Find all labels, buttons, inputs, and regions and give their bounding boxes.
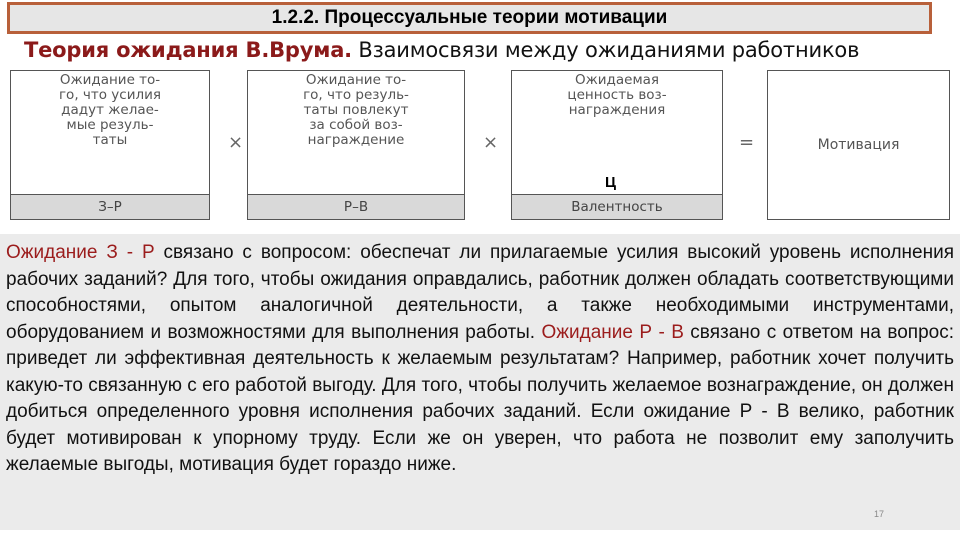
box-footer: З–Р [11, 194, 209, 219]
multiply-operator: × [228, 132, 244, 153]
diagram-marker: Ц [605, 174, 616, 191]
p2-text: связано с ответом на вопрос: приведет ли эффективная деятельность к желаемым результатам? Например, работник хочет получить какую-то связанную с его работой выгоду. Для того, чтобы получить желаемое вознаграждение, он должен добиться определенного уровня исполнения рабочих заданий. Если ожидание Р - В велико, работник будет мотивирован к упорному труду. Если же он уверен, что работа не позволит ему заполучить желаемые выгоды, мотивация будет гораздо ниже. [6, 321, 954, 475]
page-number: 17 [874, 509, 885, 519]
diagram-box-effort-result [10, 70, 210, 220]
slide-title-bar [7, 2, 932, 34]
subtitle-highlight: Теория ожидания В.Врума. [24, 38, 352, 62]
body-text [6, 240, 954, 479]
slide-subtitle [24, 38, 859, 62]
box-text: Ожидаемая ценность воз- награждения [567, 72, 667, 118]
box-footer: Валентность [512, 194, 722, 219]
box-text: Ожидание то- го, что резуль- таты повлекут за собой воз- награждение [303, 72, 409, 148]
box-text: Ожидание то- го, что усилия дадут желае- мые резуль- таты [58, 72, 162, 148]
diagram-box-valence [511, 70, 723, 220]
multiply-operator: × [483, 132, 499, 153]
expectancy-diagram [0, 66, 960, 226]
diagram-box-result-reward [247, 70, 465, 220]
p1-label: Ожидание З - Р [6, 242, 155, 263]
equals-operator: = [739, 132, 755, 153]
p2-label: Ожидание Р - В [541, 321, 684, 343]
slide-title: 1.2.2. Процессуальные теории мотивации [271, 7, 668, 28]
text-panel [0, 234, 960, 530]
diagram-box-motivation [767, 70, 950, 220]
box-footer: Р–В [248, 194, 464, 219]
p1-text: связано с вопросом: обеспечат ли прилагаемые усилия высокий уровень исполнения рабочих заданий? Для того, чтобы ожидания оправдались, работник должен обладать соответствующими способностями, опытом аналогичной деятельности, а также необходимыми инструментами, оборудованием и возможностями для выполнения работы. [6, 242, 954, 343]
result-label: Мотивация [817, 137, 900, 153]
subtitle-rest: Взаимосвязи между ожиданиями работников [351, 38, 860, 62]
